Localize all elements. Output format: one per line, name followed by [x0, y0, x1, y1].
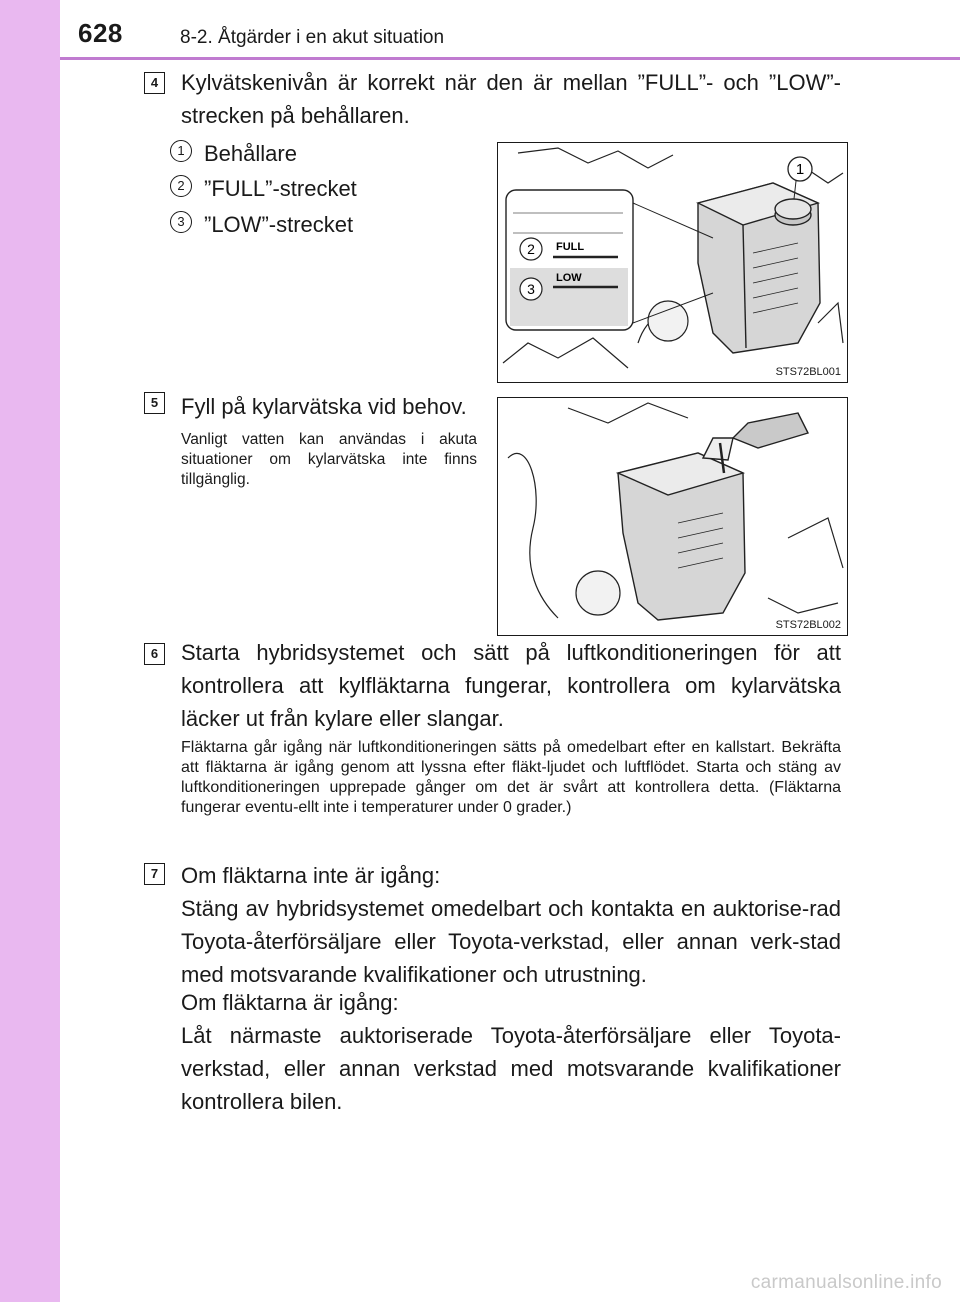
step-5-note: Vanligt vatten kan användas i akuta situationer om kylarvätska inte finns tillgänglig.: [181, 431, 477, 488]
legend-label-3: ”LOW”-strecket: [204, 212, 354, 237]
legend-label-1: Behållare: [204, 141, 297, 166]
step-badge-6: 6: [144, 643, 165, 665]
callout-1: 1: [795, 161, 805, 178]
step-badge-5: 5: [144, 392, 165, 414]
callout-3: 3: [527, 281, 535, 297]
step-7-text-a: Stäng av hybridsystemet omedelbart och kontakta en auktorise-rad Toyota-återförsäljare eller Toyota-verkstad, eller annan verk-stad med motsvarande kvalifikationer och utrustning.: [181, 896, 841, 987]
legend-num-3: 3: [170, 211, 192, 233]
figure-2-code: STS72BL002: [775, 619, 841, 631]
low-mark-label: LOW: [556, 272, 582, 284]
step-5-text: Fyll på kylarvätska vid behov.: [181, 394, 467, 419]
step-6-text: Starta hybridsystemet och sätt på luftkonditioneringen för att kontrollera att kylfläktarna fungerar, kontrollera om kylarvätska läcker ut från kylare eller slangar.: [181, 640, 841, 731]
step-4-text: Kylvätskenivån är korrekt när den är mellan ”FULL”- och ”LOW”-strecken på behållaren.: [181, 70, 841, 128]
sidebar-tab: [0, 0, 60, 1302]
coolant-refill-illustration: [498, 398, 847, 635]
callout-2: 2: [527, 241, 535, 257]
coolant-reservoir-figure: [497, 142, 848, 383]
figure-1-code: STS72BL001: [775, 366, 841, 378]
step-7-title-a: Om fläktarna inte är igång:: [181, 863, 441, 888]
step-badge-7: 7: [144, 863, 165, 885]
page-number: 628: [78, 18, 123, 48]
step-badge-4: 4: [144, 72, 165, 94]
legend-num-1: 1: [170, 140, 192, 162]
header-rule: [60, 57, 960, 60]
step-7-text-b: Låt närmaste auktoriserade Toyota-återförsäljare eller Toyota-verkstad, eller annan verkstad med motsvarande kvalifikationer kontrollera bilen.: [181, 1023, 841, 1114]
legend-num-2: 2: [170, 175, 192, 197]
coolant-reservoir-illustration: [498, 143, 847, 382]
section-title: 8-2. Åtgärder i en akut situation: [180, 27, 445, 48]
legend-label-2: ”FULL”-strecket: [204, 176, 357, 201]
full-mark-label: FULL: [556, 241, 585, 253]
watermark: carmanualsonline.info: [750, 1272, 942, 1293]
coolant-refill-figure: [497, 397, 848, 636]
step-6-note: Fläktarna går igång när luftkonditioneringen sätts på omedelbart efter en kallstart. Bekräfta att fläktarna är igång genom att lyssna efter fläkt-ljudet och luftflödet. Starta och stäng av luftkonditioneringen upprepade gånger om det är svårt att kontrollera detta. (Fläktarna fungerar eventu-ellt inte i temperaturer under 0 grader.): [181, 739, 841, 816]
step-7-title-b: Om fläktarna är igång:: [181, 990, 399, 1015]
